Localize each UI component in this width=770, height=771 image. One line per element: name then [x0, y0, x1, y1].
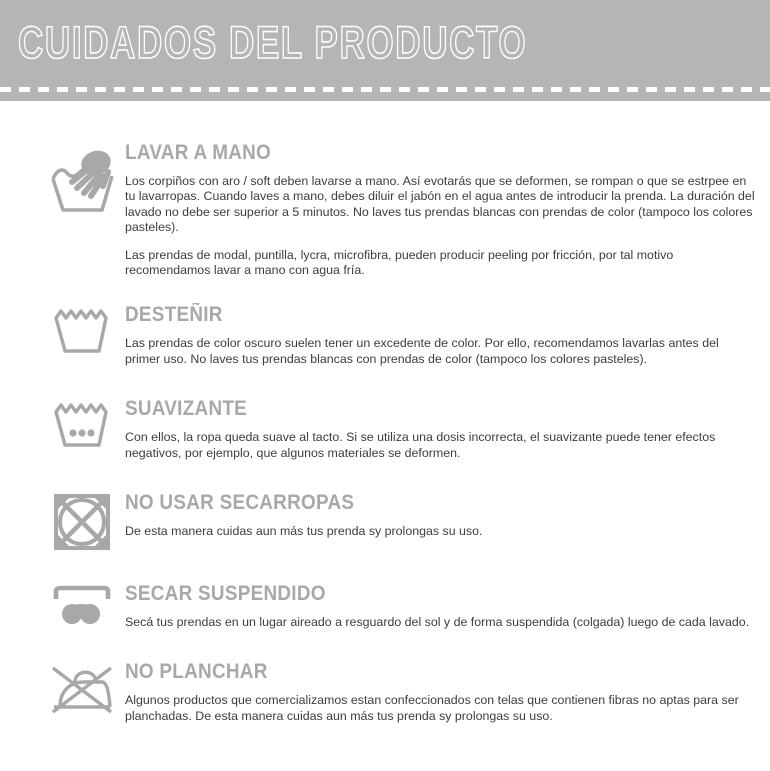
section-body: [125, 615, 755, 630]
hand-wash-icon: [38, 142, 125, 218]
section-body: [125, 174, 755, 278]
section-title: NO PLANCHAR: [125, 660, 268, 684]
section-text: [125, 583, 755, 630]
section-title: LAVAR A MANO: [125, 141, 272, 164]
care-section: [38, 142, 755, 278]
care-sections: [0, 101, 770, 724]
fading-wash-icon: [38, 304, 125, 356]
no-iron-icon: [38, 661, 125, 715]
section-paragraph: Algunos productos que comercializamos estan confeccionados con telas que contienen fibras no aptas para ser planchadas. De esta manera cuidas aun más tus prenda sy prolongas su uso.: [125, 693, 739, 723]
section-title: SUAVIZANTE: [125, 397, 248, 421]
section-body: [125, 693, 755, 724]
section-text: [125, 304, 755, 367]
section-paragraph: Las prendas de color oscuro suelen tener un excedente de color. Por ello, recomendamos lavarlas antes del primer uso. No laves tus prendas blancas con prendas de color (tampoco los colores pasteles).: [125, 336, 719, 366]
section-paragraph: Secá tus prendas en un lugar aireado a resguardo del sol y de forma suspendida (colgada) luego de cada lavado.: [125, 615, 750, 630]
section-title: DESTEÑIR: [125, 303, 223, 327]
section-body: [125, 336, 755, 367]
care-section: [38, 304, 755, 367]
section-text: [125, 661, 755, 724]
section-text: [125, 492, 755, 539]
page-title: CUIDADOS DEL PRODUCTO: [18, 17, 528, 68]
section-body: [125, 524, 755, 539]
section-text: [125, 142, 755, 278]
section-body: [125, 430, 755, 461]
no-tumble-dry-icon: [38, 492, 125, 552]
care-section: [38, 398, 755, 461]
softener-icon: [38, 398, 125, 450]
dashed-divider: [0, 87, 770, 92]
page-header: [0, 0, 770, 101]
care-section: [38, 492, 755, 552]
section-paragraph: Con ellos, la ropa queda suave al tacto. Si se utiliza una dosis incorrecta, el suavizante puede tener efectos negativos, por ejemplo, que algunos materiales se deformen.: [125, 430, 716, 460]
section-paragraph: Las prendas de modal, puntilla, lycra, microfibra, pueden producir peeling por fricción, por tal motivo recomendamos lavar a mano con agua fría.: [125, 247, 674, 278]
section-title: SECAR SUSPENDIDO: [125, 582, 326, 606]
care-section: [38, 583, 755, 630]
section-paragraph: Los corpiños con aro / soft deben lavarse a mano. Así evotarás que se deformen, se rompan o que se estrpee en tu lavarropas. Cuando laves a mano, debes diluir el jabón en el agua antes de introducir la prenda. La duración del lavado no debe ser superior a 5 minutos. No laves tus prendas blancas con prendas de color (tampoco los colores pasteles).: [125, 174, 755, 235]
care-section: [38, 661, 755, 724]
section-text: [125, 398, 755, 461]
section-title: NO USAR SECARROPAS: [125, 491, 355, 515]
hang-dry-icon: [38, 583, 125, 629]
section-paragraph: De esta manera cuidas aun más tus prenda sy prolongas su uso.: [125, 524, 483, 539]
